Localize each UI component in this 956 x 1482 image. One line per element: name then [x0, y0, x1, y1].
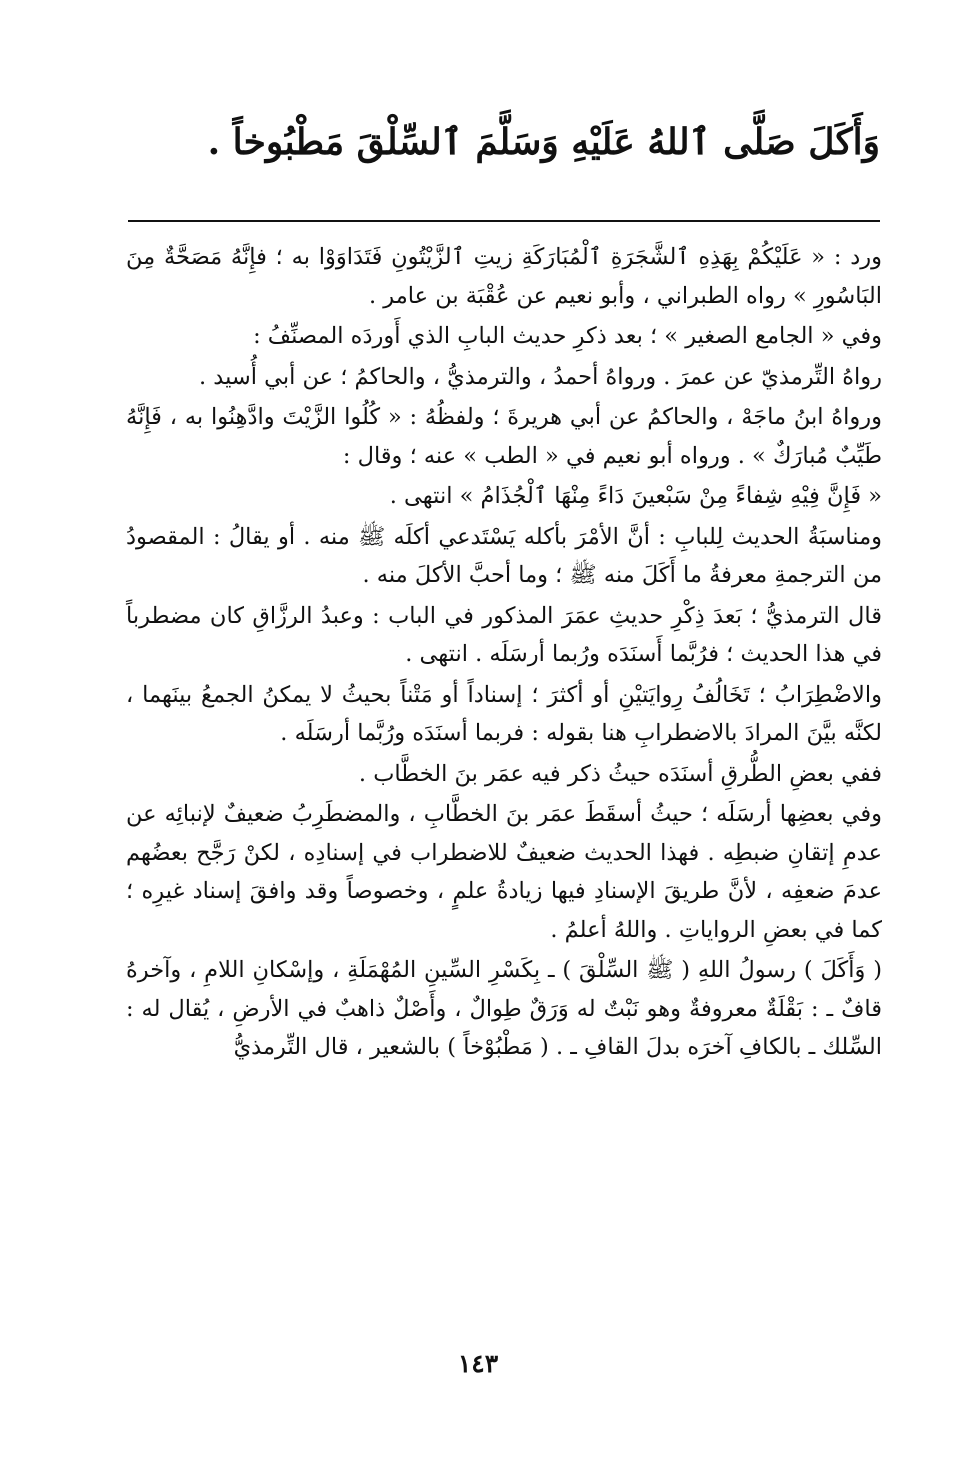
heading-divider [128, 220, 880, 222]
paragraph-silq-explanation: ( وَأَكَلَ ) رسولُ اللهِ ( ﷺ السِّلْقَ ) ـ بِكَسْرِ السِّينِ المُهْمَلَةِ ، وإسْكانِ اللامِ ، وآخرهُ قافٌ ـ : بَقْلَةٌ معروفةٌ وهو نَبْتٌ له وَرَقٌ طِوالٌ ، وأَصْلٌ ذاهبٌ في الأرضِ ، يُقال له : السِّلك ـ بالكافِ آخرَه بدلَ القافِ ـ . ( مَطْبُوْخاً ) بالشعير ، قال التِّرمذيُّ [126, 957, 882, 1060]
commentary-body [126, 238, 882, 1069]
paragraph-tirmidhi-comment: قال الترمذيُّ ؛ بَعدَ ذِكْرِ حديثِ عمَرَ المذكور في الباب : وعبدُ الرزَّاقِ كان مضطرباً في هذا الحديث ؛ فرُبَّما أَسنَدَه ورُبما أرسَلَه . انتهى . [126, 602, 882, 667]
paragraph-chapter-relevance: ومناسبَةُ الحديث لِلبابِ : أنَّ الأمْرَ بأكله يَسْتَدعي أكلَه ﷺ منه . أو يقالُ : المقصودُ من الترجمةِ معرفةُ ما أَكَلَ منه ﷺ ؛ وما أحبَّ الأكلَ منه . [126, 523, 882, 588]
paragraph-tirmidhi-narration: رواهُ التِّرمذيّ عن عمرَ . ورواهُ أحمدُ ، والترمذيُّ ، والحاكمُ ؛ عن أبي أُسيد . [198, 363, 882, 390]
page-number: ١٤٣ [457, 1349, 499, 1378]
page-heading: وَأَكَلَ صَلَّى ٱللهُ عَلَيْهِ وَسَلَّمَ ٱلسِّلْقَ مَطْبُوخاً . [207, 121, 880, 163]
paragraph-mursal-route: وفي بعضِها أرسَلَه ؛ حيثُ أسقَطَ عمَر بنَ الخطَّابِ ، والمضطَرِبُ ضعيفٌ لإنبائِه عن عدمِ إتقانِ ضبطِه . فهذا الحديث ضعيفٌ للاضطراب في إسنادِه ، لكنْ رَجَّح بعضُهم عدمَ ضعفِه ، لأنَّ طريقَ الإسنادِ فيها زيادةُ علمٍ ، وخصوصاً وقد وافقَ إسناد غيرِه ؛ كما في بعضِ الرواياتِ . واللهُ أعلمُ . [126, 801, 882, 943]
paragraph-musnad-route: ففي بعضِ الطُّرقِ أسنَدَه حيثُ ذكر فيه عمَر بنَ الخطَّاب . [358, 760, 882, 787]
paragraph-ibn-majah-narration: ورواهُ ابنُ ماجَهْ ، والحاكمُ عن أبي هريرةَ ؛ ولفظُهُ : « كُلُوا الزَّيْتَ وادَّهِنُوا به ، فَإِنَّهُ طَيِّبٌ مُبارَكٌ » . ورواه أبو نعيم في « الطب » عنه ؛ وقال : [126, 404, 882, 469]
paragraph-cure-quote: « فَإِنَّ فِيْهِ شِفاءً مِنْ سَبْعينَ دَاءً مِنْهَا ٱلْجُذَامُ » انتهى . [389, 483, 882, 509]
paragraph-idtirab-definition: والاضْطِرَابُ ؛ تَخَالُفُ رِوايَتيْنِ أو أكثرَ ؛ إسناداً أو مَتْناً بحيثُ لا يمكنُ الجمعُ بينَهما ، لكنَّه بيَّنَ المرادَ بالاضطرابِ هنا بقوله : فربما أسنَدَه ورُبَّما أرسَلَه . [126, 681, 882, 746]
paragraph-jami-saghir: وفي « الجامع الصغير » ؛ بعد ذكرِ حديث البابِ الذي أَوردَه المصنِّفُ : [253, 323, 882, 349]
paragraph-zaytun-hadith: ورد : « عَلَيْكُمْ بِهَذِهِ ٱلشَّجَرَةِ ٱلْمُبَارَكَةِ زيتِ ٱلزَّيْتُونِ فَتَدَاوَوْا به ؛ فإِنَّهُ مَصَحَّةٌ مِنَ البَاسُورِ » رواه الطبراني ، وأبو نعيم عن عُقْبَة بن عامر . [126, 244, 882, 309]
